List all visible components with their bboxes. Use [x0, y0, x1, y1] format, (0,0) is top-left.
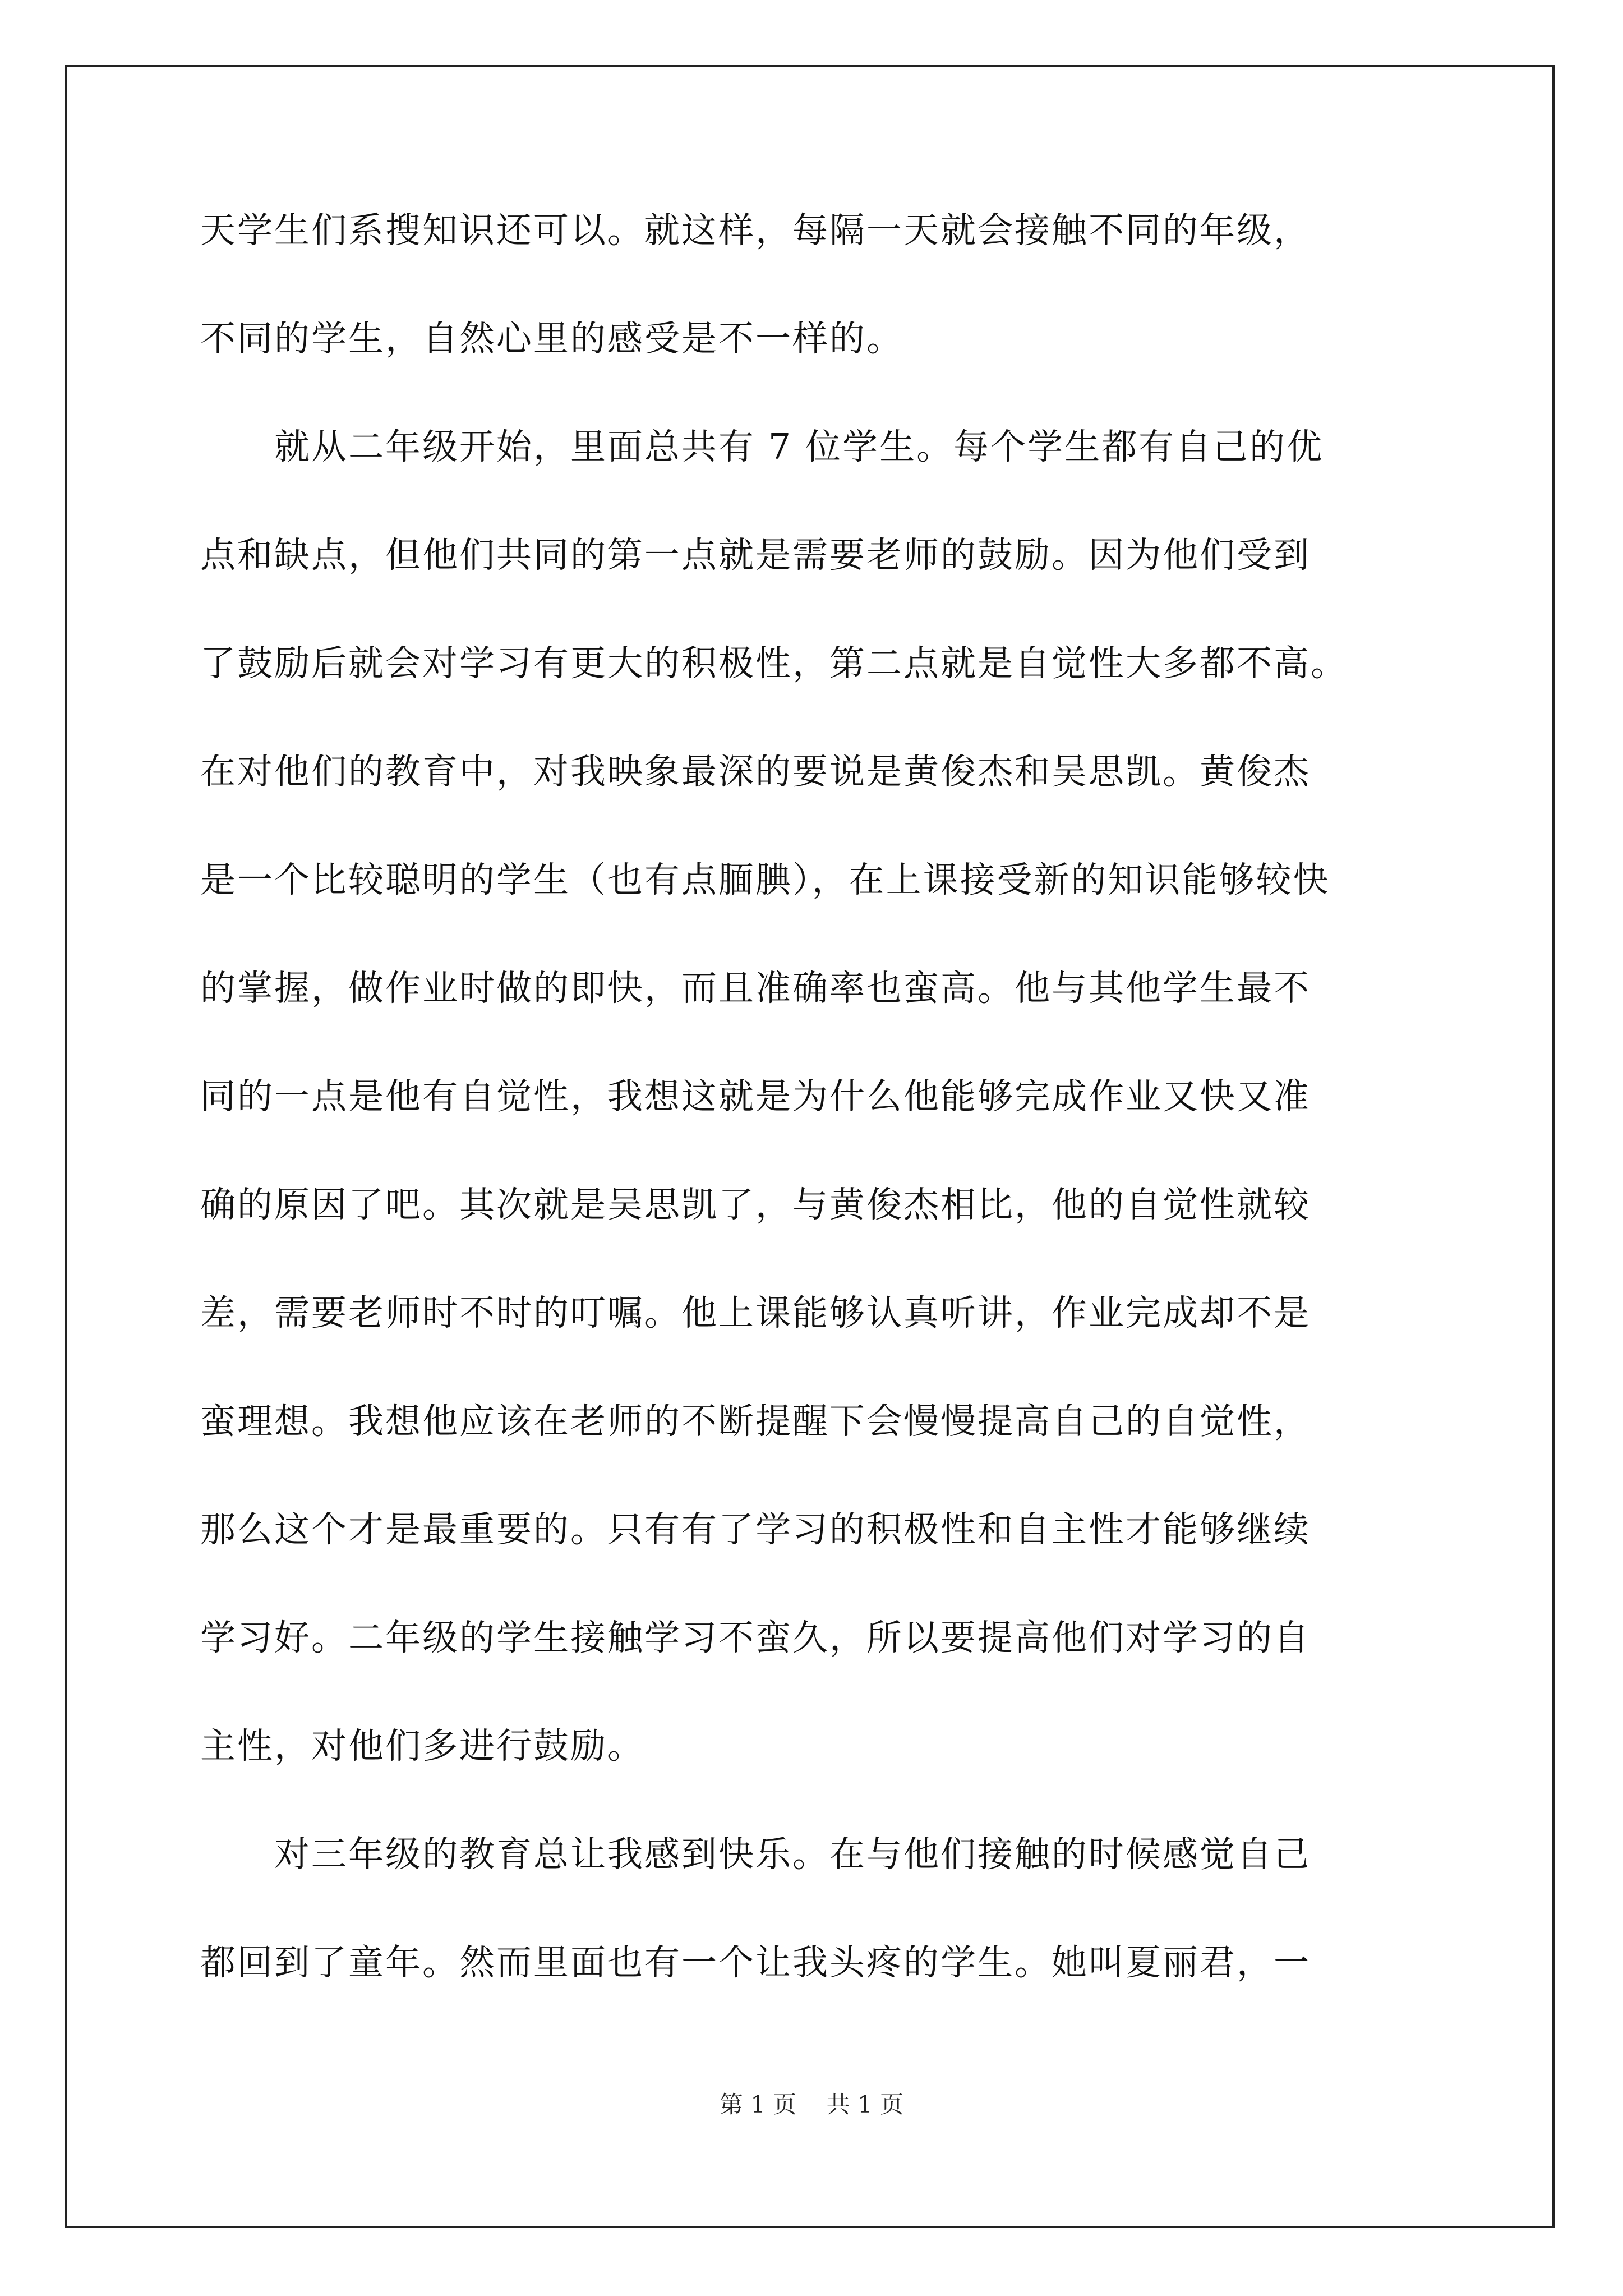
- text-line: 天学生们系搜知识还可以。就这样，每隔一天就会接触不同的年级，: [200, 210, 1311, 251]
- text-line: 都回到了童年。然而里面也有一个让我头疼的学生。她叫夏丽君，一: [200, 1942, 1311, 1983]
- text-line: 点和缺点，但他们共同的第一点就是需要老师的鼓励。因为他们受到: [200, 535, 1311, 576]
- text-line: 学习好。二年级的学生接触学习不蛮久，所以要提高他们对学习的自: [200, 1617, 1311, 1658]
- text-line: 主性，对他们多进行鼓励。: [200, 1726, 644, 1766]
- text-line: 是一个比较聪明的学生（也有点腼腆），在上课接受新的知识能够较快: [200, 859, 1330, 900]
- text-line: 在对他们的教育中，对我映象最深的要说是黄俊杰和吴思凯。黄俊杰: [200, 751, 1311, 792]
- document-body: [200, 209, 1434, 2049]
- page-number-footer: 第 1 页 共 1 页: [719, 2091, 904, 2118]
- text-line: 那么这个才是最重要的。只有有了学习的积极性和自主性才能够继续: [200, 1509, 1311, 1550]
- text-line: 的掌握，做作业时做的即快，而且准确率也蛮高。他与其他学生最不: [200, 968, 1311, 1009]
- text-line: 了鼓励后就会对学习有更大的积极性，第二点就是自觉性大多都不高。: [200, 643, 1348, 684]
- text-line: 就从二年级开始，里面总共有 7 位学生。每个学生都有自己的优: [200, 426, 1324, 467]
- text-line: 差，需要老师时不时的叮嘱。他上课能够认真听讲，作业完成却不是: [200, 1292, 1311, 1333]
- text-line: 同的一点是他有自觉性，我想这就是为什么他能够完成作业又快又准: [200, 1076, 1311, 1117]
- text-line: 对三年级的教育总让我感到快乐。在与他们接触的时候感觉自己: [200, 1834, 1311, 1875]
- text-line: 蛮理想。我想他应该在老师的不断提醒下会慢慢提高自己的自觉性，: [200, 1401, 1311, 1442]
- text-line: 不同的学生，自然心里的感受是不一样的。: [200, 318, 903, 359]
- text-line: 确的原因了吧。其次就是吴思凯了，与黄俊杰相比，他的自觉性就较: [200, 1184, 1311, 1225]
